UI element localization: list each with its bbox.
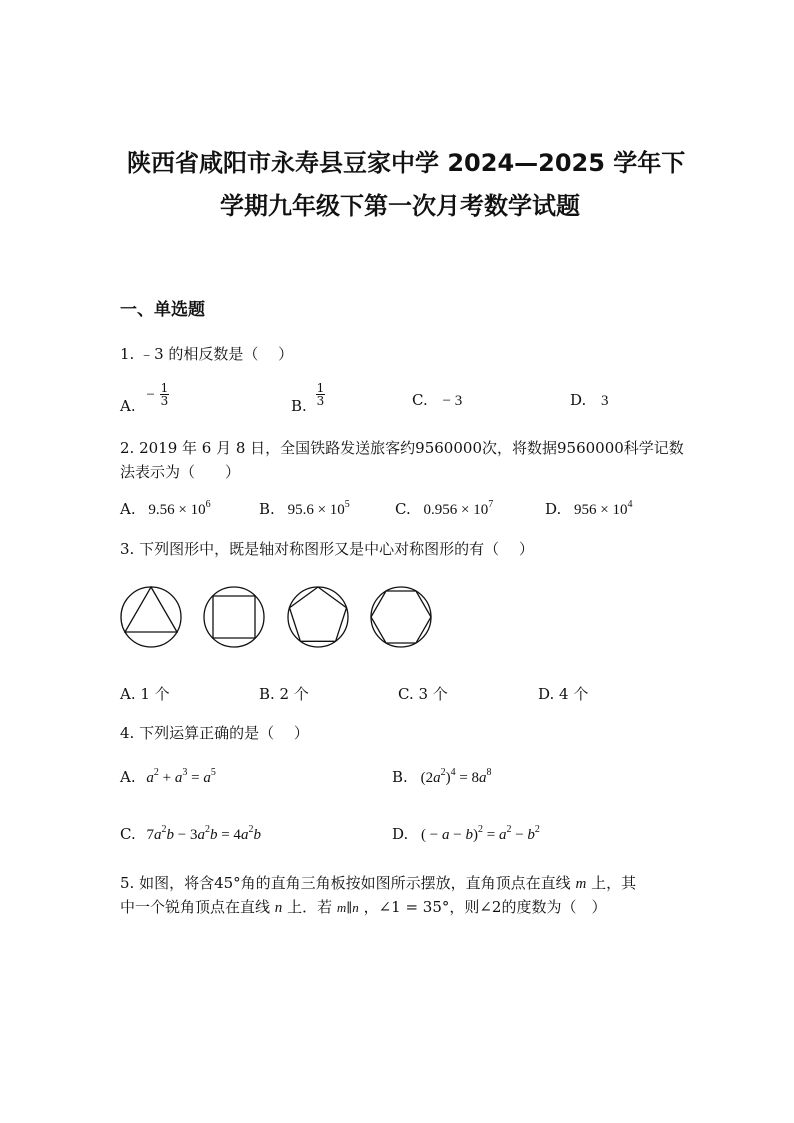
q3-figures <box>118 582 438 652</box>
option-label: C. <box>412 391 428 409</box>
option-formula: $a^2 + a^3 = a^5$ <box>146 767 216 786</box>
q5-text: 上，其 <box>591 874 637 892</box>
option-formula: $7a^2b - 3a^2b = 4a^2b$ <box>146 824 261 843</box>
option-value <box>574 499 633 518</box>
q2-option-b[interactable] <box>259 500 350 519</box>
option-label: D. <box>570 391 587 409</box>
option-label: C. <box>120 825 136 843</box>
section-heading: 一、单选题 <box>120 300 205 320</box>
minus-sign: − <box>146 386 155 403</box>
q2-option-a[interactable] <box>120 500 211 519</box>
q4-option-a[interactable] <box>120 768 216 787</box>
exponent: 7 <box>488 499 494 510</box>
question-5-line-1 <box>120 872 636 893</box>
title-line-2: 学期九年级下第一次月考数学试题 <box>220 192 580 220</box>
fraction <box>160 382 170 407</box>
option-label: B. <box>291 396 307 415</box>
option-label: B. <box>392 768 408 786</box>
option-value: 3 <box>601 393 609 409</box>
question-3-stem: 3. 下列图形中，既是轴对称图形又是中心对称图形的有（ ） <box>120 540 534 558</box>
q5-text: 5. 如图，将含45°角的直角三角板按如图所示摆放，直角顶点在直线 <box>120 874 571 892</box>
q5-text: 上．若 <box>287 898 333 916</box>
circle-with-square-figure <box>204 587 264 647</box>
circle-with-triangle-figure <box>121 587 181 647</box>
option-value <box>148 499 211 518</box>
option-value: − 3 <box>442 393 463 409</box>
title-line-1: 陕西省咸阳市永寿县豆家中学 2024—2025 学年下 <box>127 149 686 177</box>
option-label: C. <box>395 500 411 518</box>
option-label: B. <box>259 500 275 518</box>
circle-with-hexagon-figure <box>371 587 431 647</box>
q3-option-a[interactable]: A. 1 个 <box>120 685 170 703</box>
exponent: 6 <box>205 499 211 510</box>
q5-var-m: m <box>575 876 587 892</box>
option-label: D. <box>545 500 562 518</box>
question-5-line-2 <box>120 896 606 917</box>
question-2-line-1: 2. 2019 年 6 月 8 日，全国铁路发送旅客约9560000次，将数据9560000科学记数 <box>120 439 684 457</box>
q4-option-b[interactable] <box>392 768 492 787</box>
base: 956 × 10 <box>574 502 628 518</box>
question-1-stem: 1. ﹣3 的相反数是（ ） <box>120 345 294 363</box>
denominator: 3 <box>316 394 325 408</box>
q2-option-d[interactable] <box>545 500 633 519</box>
base: 9.56 × 10 <box>148 502 206 518</box>
numerator: 1 <box>316 381 325 395</box>
option-label: A. <box>120 500 136 518</box>
q1-option-d[interactable] <box>570 391 609 410</box>
q3-option-d[interactable]: D. 4 个 <box>538 685 589 703</box>
q5-text: ，∠1 = 35°，则∠2的度数为（ ） <box>363 898 607 916</box>
q3-option-c[interactable]: C. 3 个 <box>398 685 448 703</box>
option-label: A. <box>120 396 136 415</box>
base: 95.6 × 10 <box>287 502 345 518</box>
option-label: D. <box>392 825 409 843</box>
q3-option-b[interactable]: B. 2 个 <box>259 685 309 703</box>
q5-var-n: n <box>274 900 283 916</box>
option-value <box>287 499 350 518</box>
q1-option-a[interactable] <box>120 381 169 415</box>
question-2-line-2: 法表示为（ ） <box>120 463 241 481</box>
q2-option-c[interactable] <box>395 500 493 519</box>
numerator: 1 <box>160 381 169 395</box>
q1-option-b[interactable] <box>291 381 325 415</box>
denominator: 3 <box>160 394 169 408</box>
option-label: A. <box>120 768 136 786</box>
q1-option-c[interactable] <box>412 391 462 410</box>
circle-with-pentagon-figure <box>288 587 348 647</box>
exponent: 5 <box>344 499 350 510</box>
fraction <box>316 382 326 407</box>
option-formula: ( − $a - b)^2 = a^2 - b^2$ <box>421 824 540 843</box>
q5-text: 中一个锐角顶点在直线 <box>120 898 271 916</box>
base: 0.956 × 10 <box>423 502 489 518</box>
q4-option-c[interactable] <box>120 825 261 844</box>
option-value <box>423 499 494 518</box>
exponent: 4 <box>627 499 633 510</box>
q5-condition: m∥n <box>336 900 359 915</box>
option-formula: $(2a^2)^4 = 8a^8$ <box>420 767 492 786</box>
question-4-stem: 4. 下列运算正确的是（ ） <box>120 724 309 742</box>
q4-option-d[interactable] <box>392 825 540 844</box>
